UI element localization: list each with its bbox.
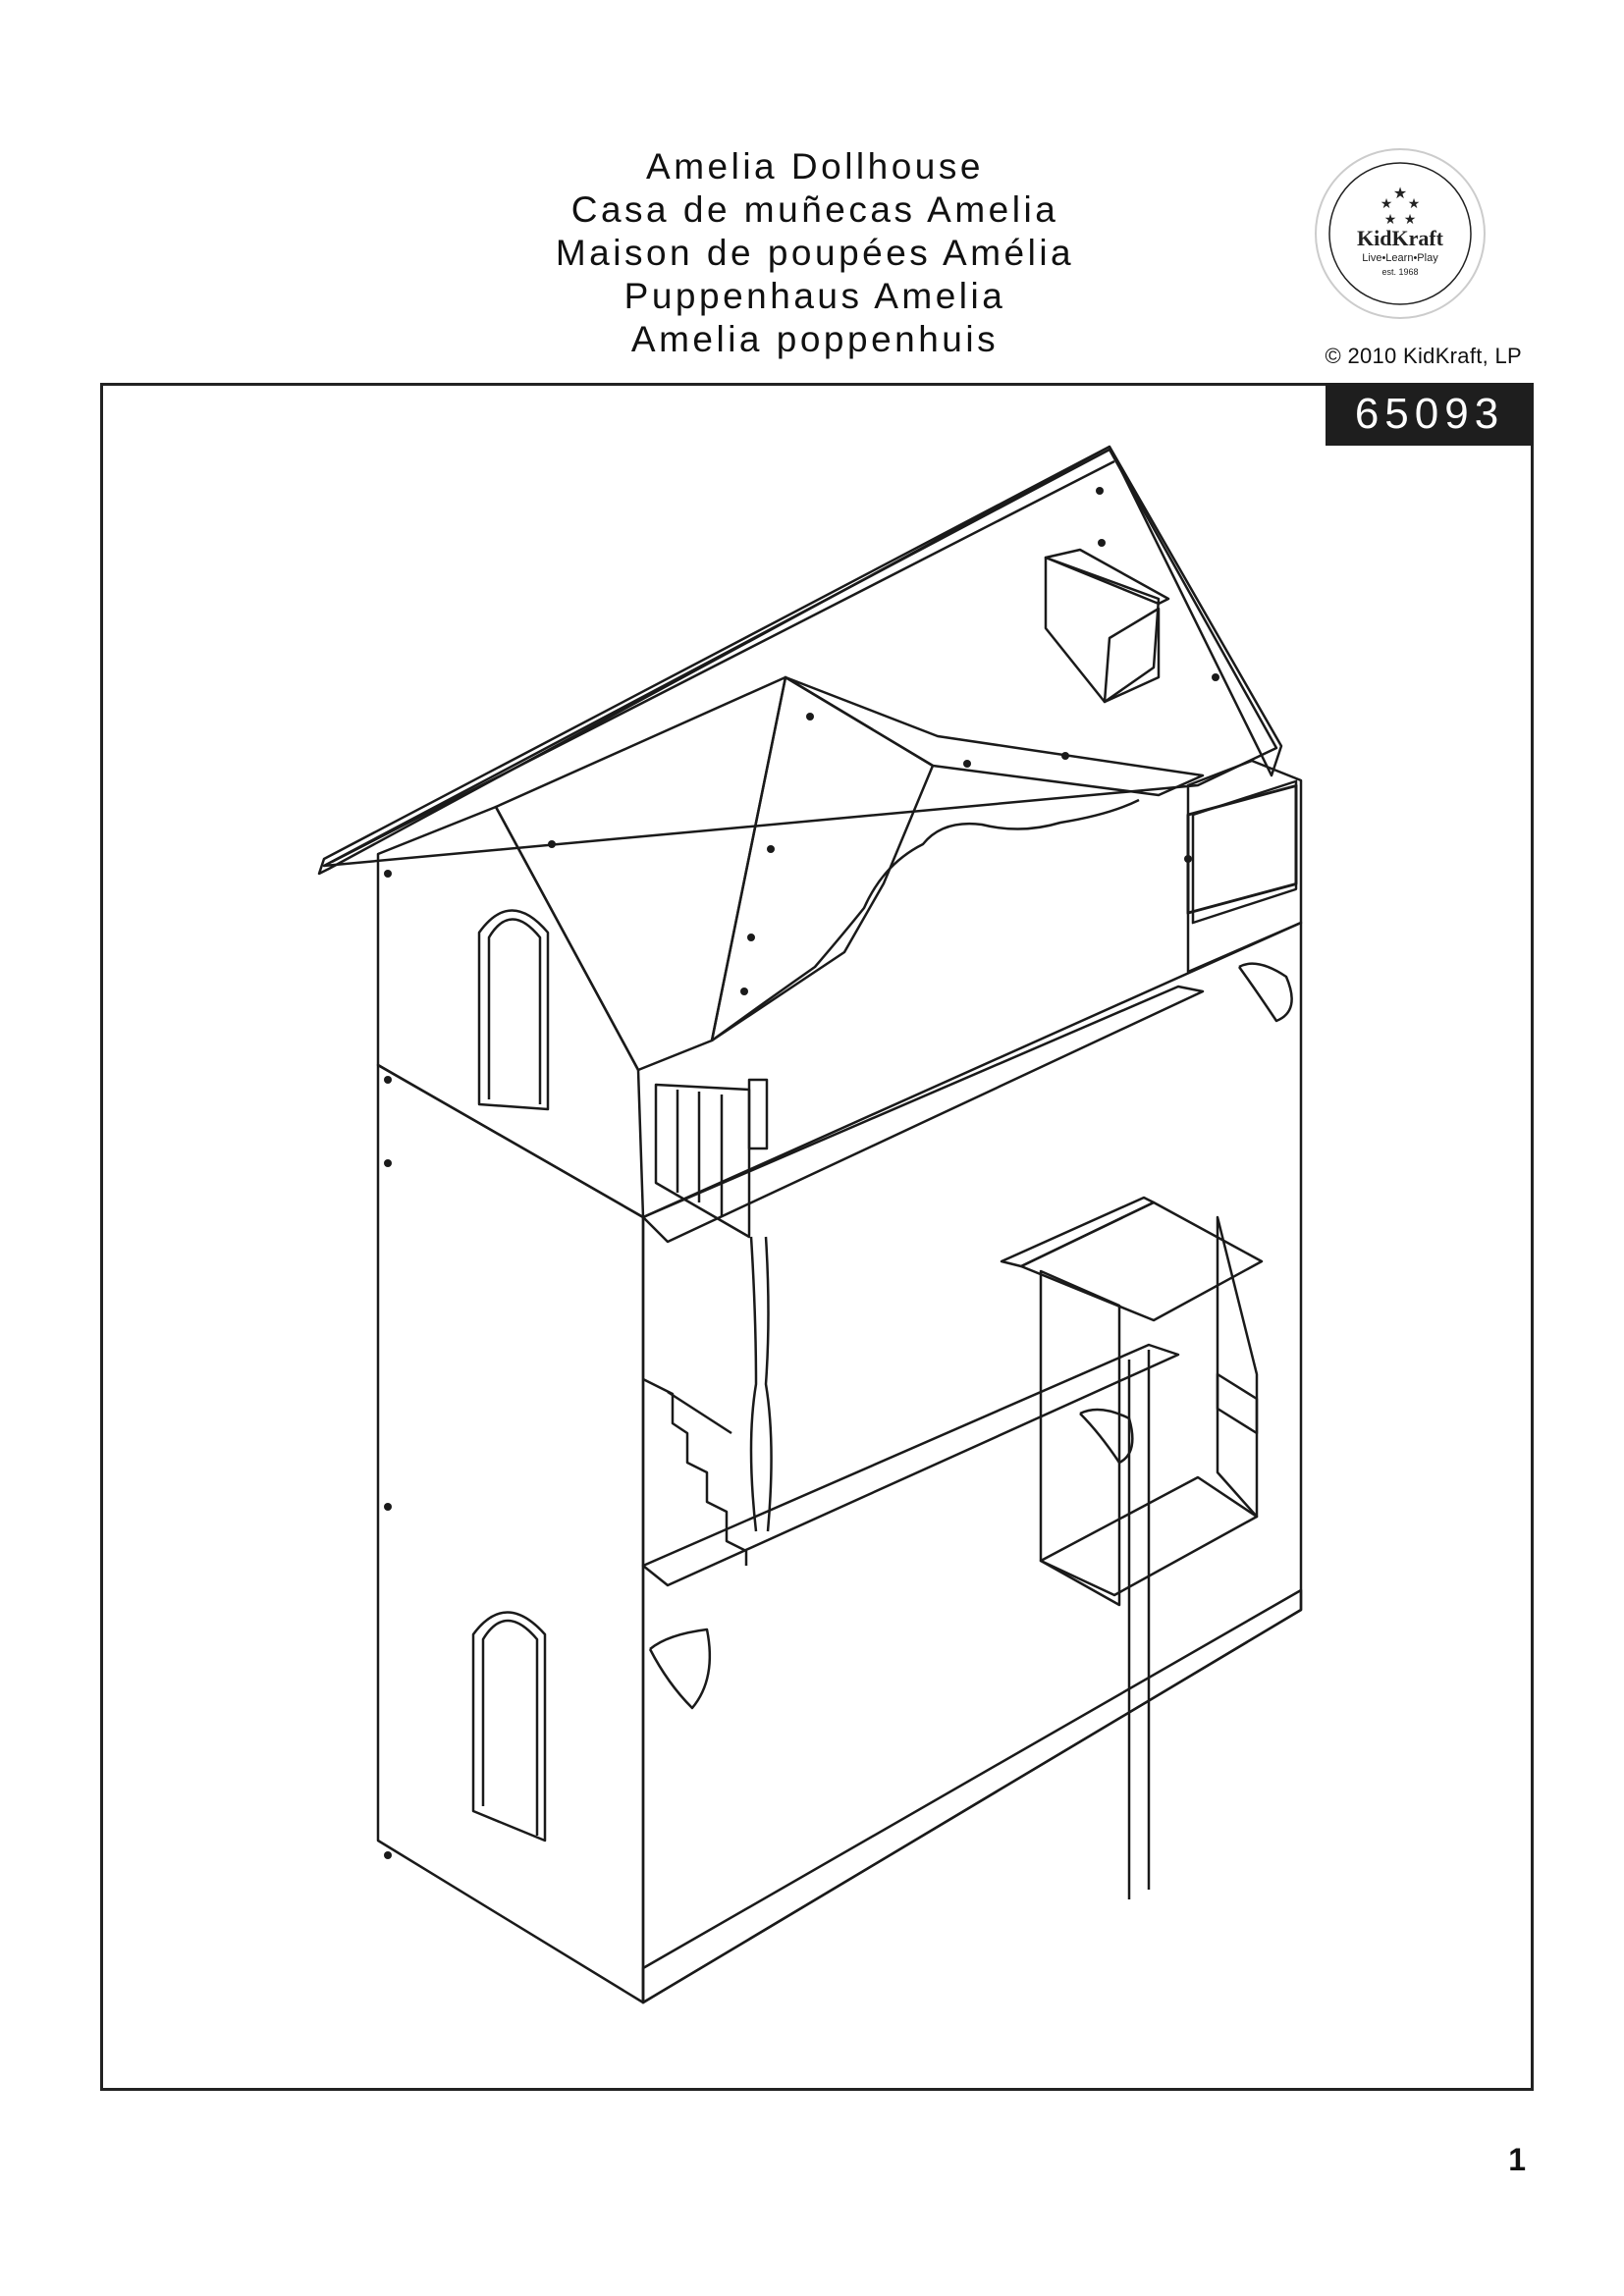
logo-established: est. 1968 [1381, 267, 1419, 277]
svg-text:★: ★ [1380, 195, 1393, 211]
svg-text:★: ★ [1407, 195, 1421, 211]
dollhouse-line-drawing [103, 386, 1531, 2088]
copyright-notice: © 2010 KidKraft, LP [1325, 344, 1522, 368]
title-dutch: Amelia poppenhuis [630, 319, 1000, 359]
kidkraft-logo [1312, 145, 1489, 322]
title-french: Maison de poupées Amélia [555, 233, 1075, 273]
svg-text:★: ★ [1383, 211, 1397, 227]
page-number: 1 [1508, 2142, 1526, 2177]
model-number-badge: 65093 [1326, 383, 1534, 446]
svg-text:★: ★ [1392, 186, 1408, 202]
title-spanish: Casa de muñecas Amelia [570, 189, 1059, 230]
product-title-block [461, 145, 1168, 361]
logo-tagline: Live•Learn•Play [1362, 252, 1438, 264]
svg-text:★: ★ [1403, 211, 1417, 227]
title-german: Puppenhaus Amelia [623, 276, 1006, 316]
title-english: Amelia Dollhouse [646, 146, 984, 187]
logo-brand: KidKraft [1357, 226, 1443, 250]
